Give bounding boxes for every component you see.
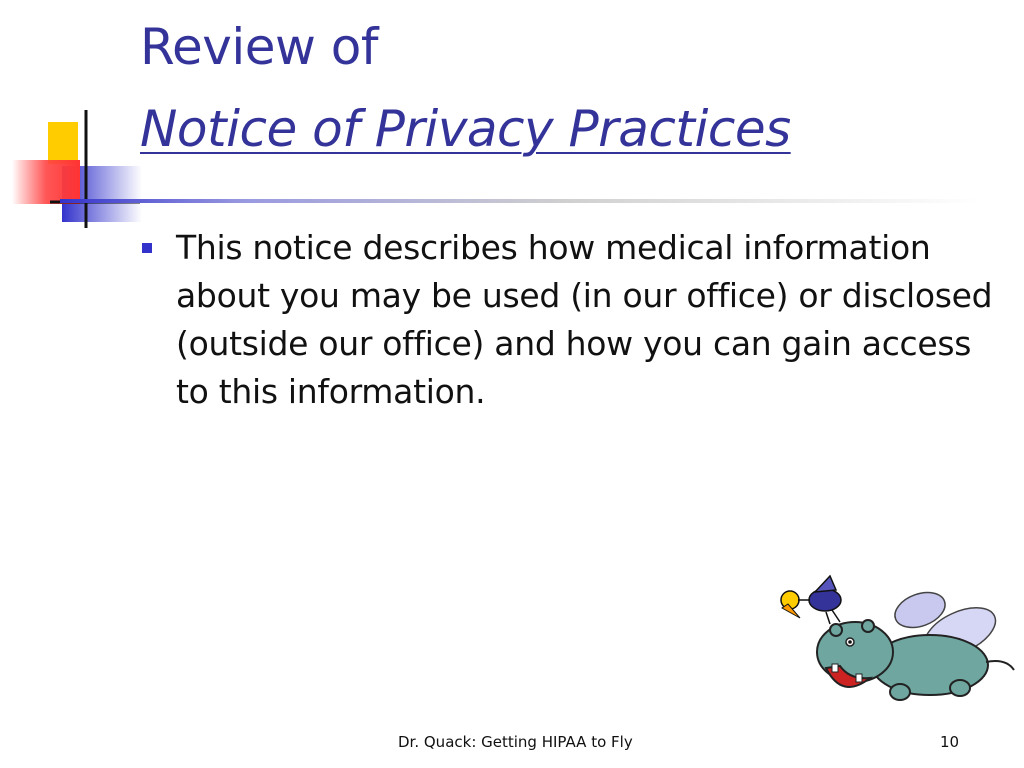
bullet-marker-icon [142, 243, 152, 253]
color-blocks-crosshair-icon [0, 100, 150, 240]
title-divider [60, 199, 980, 203]
footer-text: Dr. Quack: Getting HIPAA to Fly [398, 733, 633, 751]
slide-title-line2: Notice of Privacy Practices [140, 100, 791, 158]
bullet-text: This notice describes how medical information about you may be used (in our office) or disclosed (outside our office) and how you can gain access to this information. [176, 228, 993, 411]
flying-hippo-with-bird-icon [770, 570, 1020, 715]
slide-number: 10 [940, 733, 960, 751]
slide-title-line1: Review of [140, 18, 378, 76]
